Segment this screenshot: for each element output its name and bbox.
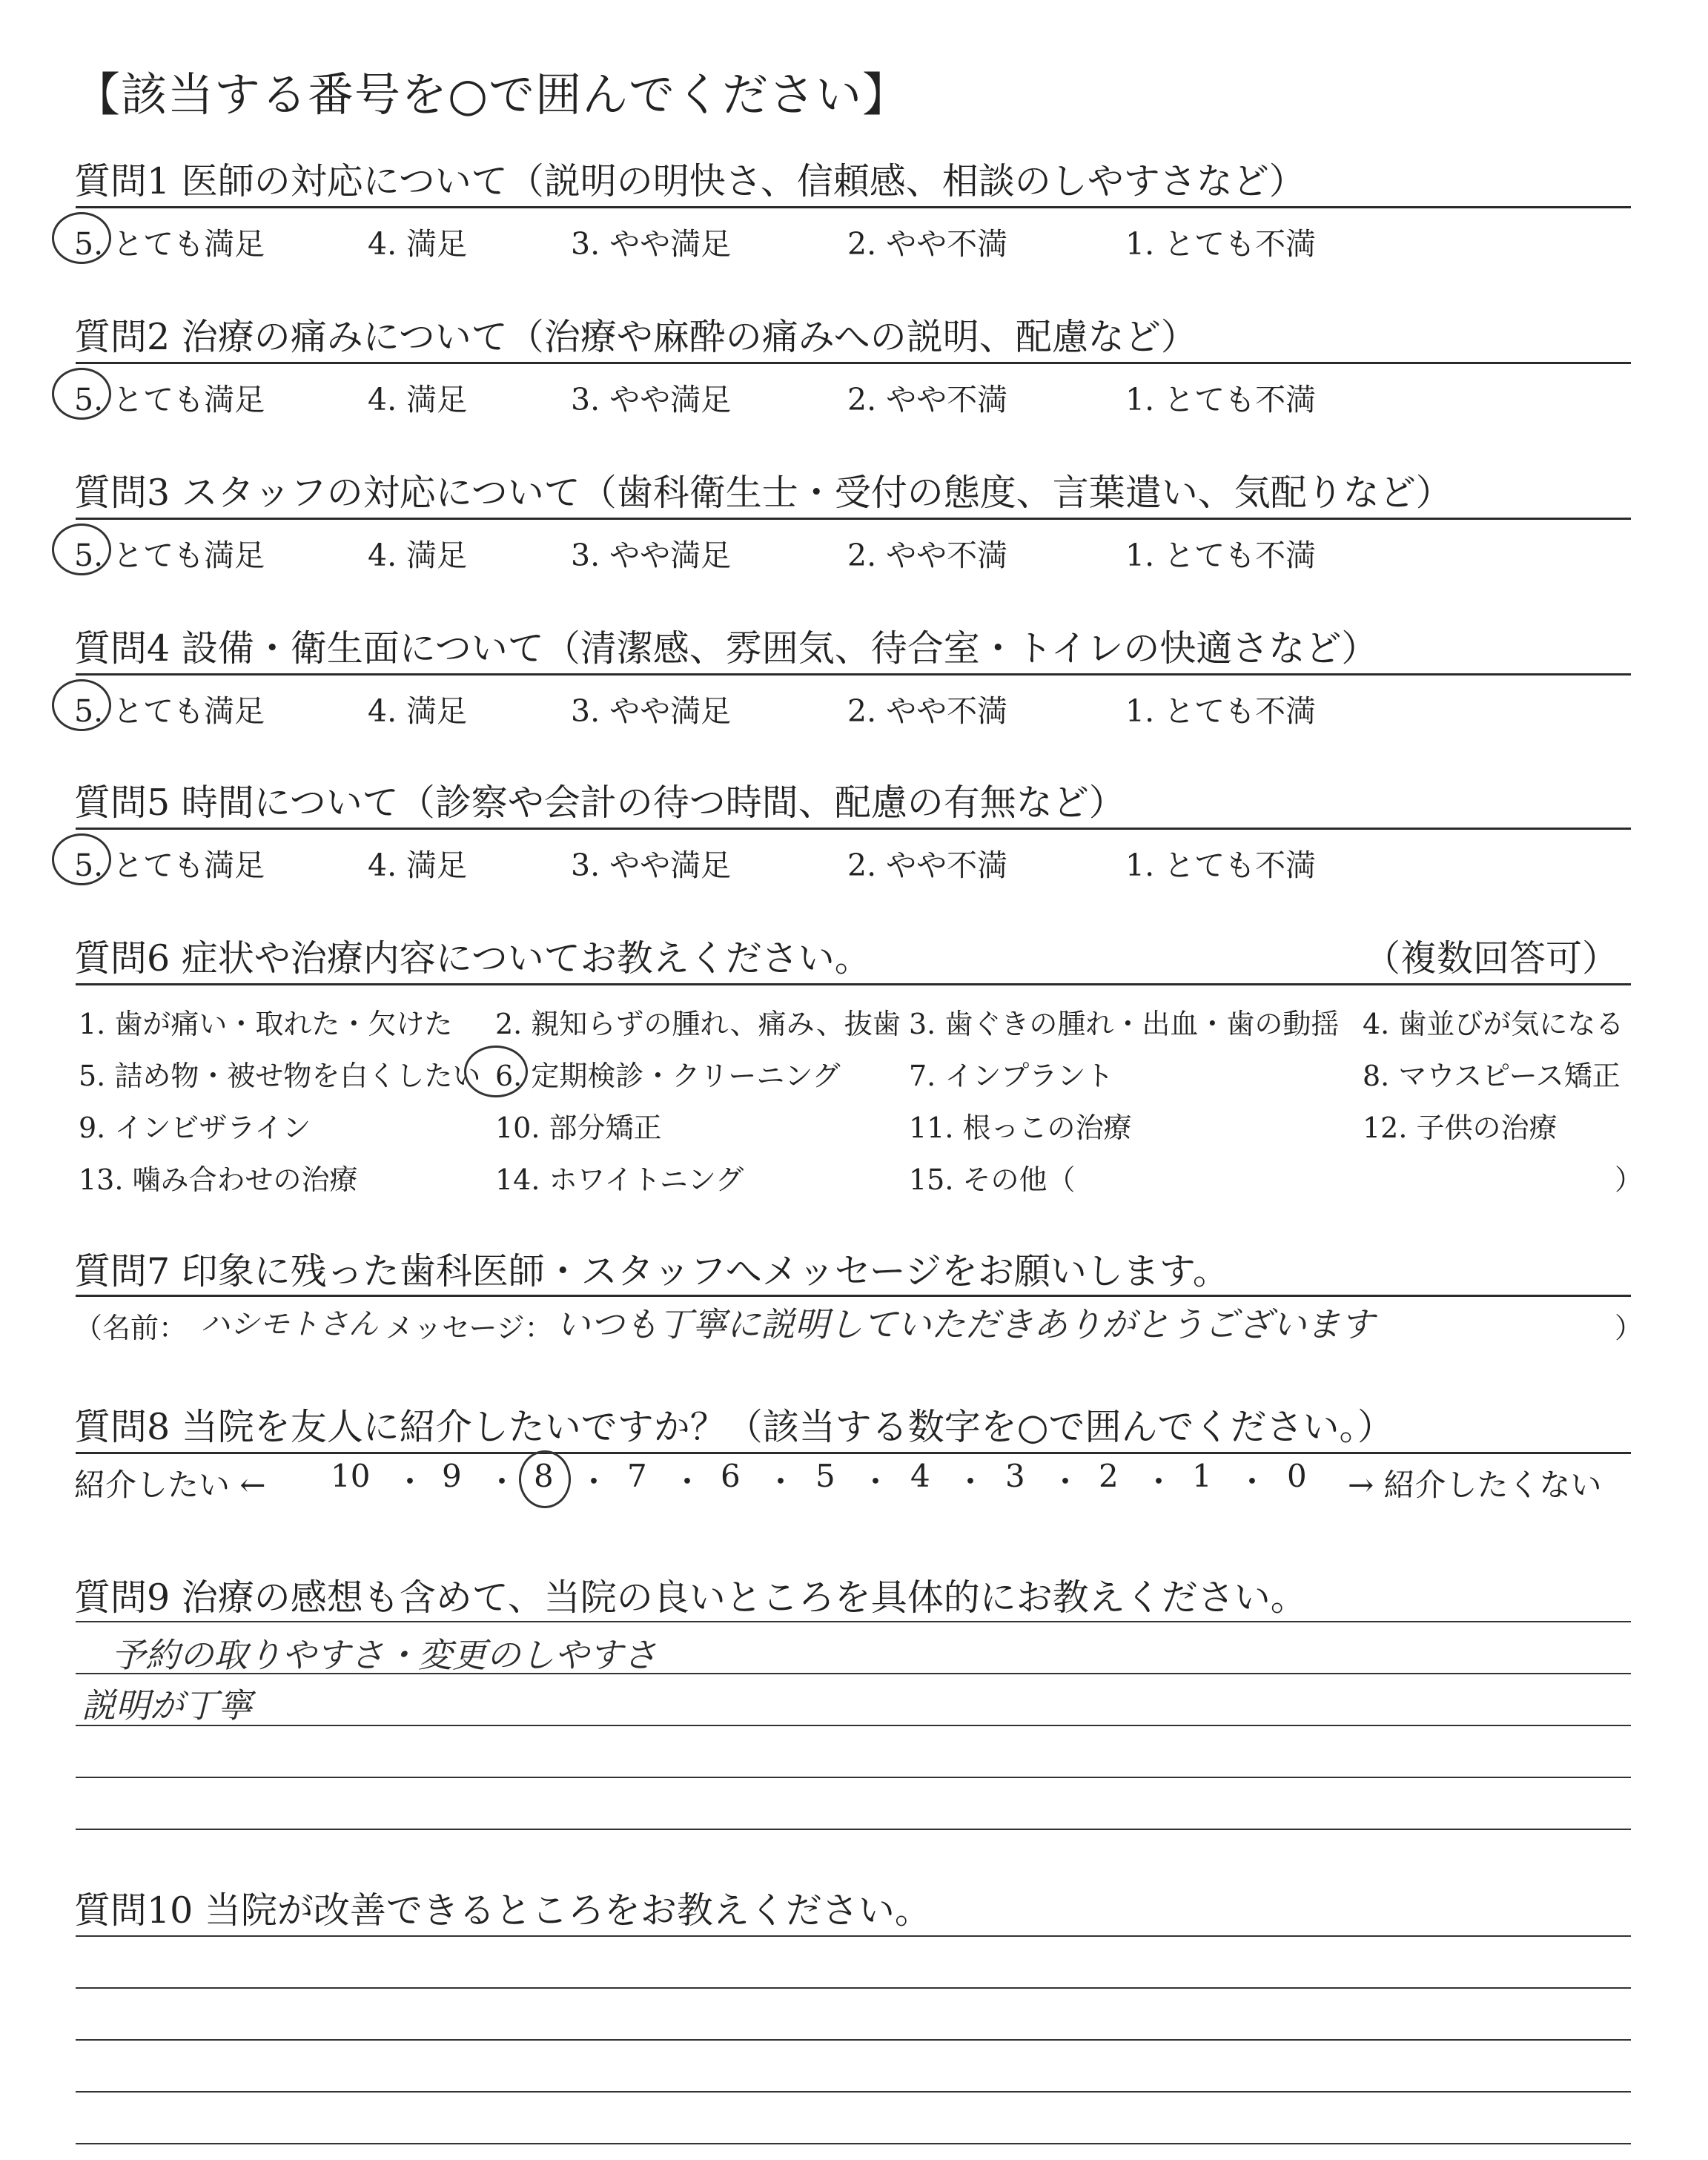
- answer-line: [76, 2091, 1631, 2093]
- divider: [76, 1295, 1631, 1297]
- message-close-paren: ）: [1615, 1312, 1644, 1344]
- scale-separator: ・: [486, 1464, 518, 1500]
- answer-line: [76, 1987, 1631, 1989]
- answer-line: [76, 1725, 1631, 1726]
- symptom-option-10[interactable]: 10. 部分矯正: [495, 1112, 662, 1144]
- handwritten-answer-2: 説明が丁寧: [82, 1685, 252, 1725]
- option-5[interactable]: 5. とても満足: [74, 848, 265, 883]
- multiple-answer-note: （複数回答可）: [1364, 937, 1619, 980]
- scale-separator: ・: [860, 1464, 892, 1500]
- question-1-title: 質問1 医師の対応について（説明の明快さ、信頼感、相談のしやすさなど）: [74, 160, 1305, 202]
- scale-2[interactable]: 2: [1099, 1458, 1119, 1494]
- name-handwritten: ハシモトさん: [200, 1307, 378, 1341]
- option-5[interactable]: 5. とても満足: [74, 693, 265, 729]
- page-title: 【該当する番号を○で囲んでください】: [74, 67, 910, 122]
- option-4[interactable]: 4. 満足: [368, 693, 468, 729]
- symptom-option-3[interactable]: 3. 歯ぐきの腫れ・出血・歯の動揺: [909, 1008, 1340, 1040]
- selection-circle: [52, 524, 111, 575]
- selection-circle: [52, 368, 111, 420]
- scale-separator: ・: [1050, 1464, 1082, 1500]
- divider: [76, 673, 1631, 676]
- option-2[interactable]: 2. やや不満: [847, 693, 1008, 729]
- divider: [76, 828, 1631, 830]
- option-5[interactable]: 5. とても満足: [74, 226, 265, 262]
- option-2[interactable]: 2. やや不満: [847, 382, 1008, 417]
- divider: [76, 518, 1631, 520]
- symptom-option-2[interactable]: 2. 親知らずの腫れ、痛み、抜歯: [495, 1008, 901, 1040]
- option-3[interactable]: 3. やや満足: [571, 538, 732, 573]
- scale-separator: ・: [1143, 1464, 1175, 1500]
- option-5[interactable]: 5. とても満足: [74, 382, 265, 417]
- symptom-option-7[interactable]: 7. インプラント: [909, 1060, 1114, 1092]
- symptom-option-13[interactable]: 13. 噛み合わせの治療: [79, 1163, 358, 1196]
- scale-separator: ・: [578, 1464, 610, 1500]
- scale-separator: ・: [1237, 1464, 1268, 1500]
- scale-1[interactable]: 1: [1192, 1458, 1212, 1494]
- symptom-option-5[interactable]: 5. 詰め物・被せ物を白くしたい: [79, 1060, 481, 1092]
- question-7-title: 質問7 印象に残った歯科医師・スタッフへメッセージをお願いします。: [74, 1250, 1229, 1292]
- recommend-left-label: 紹介したい ←: [74, 1467, 266, 1503]
- answer-line: [76, 1935, 1631, 1937]
- scale-9[interactable]: 9: [442, 1458, 462, 1494]
- scale-separator: ・: [672, 1464, 704, 1500]
- symptom-option-12[interactable]: 12. 子供の治療: [1363, 1112, 1558, 1144]
- answer-line: [76, 1777, 1631, 1778]
- scale-separator: ・: [394, 1464, 426, 1500]
- recommend-right-label: → 紹介したくない: [1348, 1467, 1602, 1503]
- option-2[interactable]: 2. やや不満: [847, 226, 1008, 262]
- question-5-title: 質問5 時間について（診察や会計の待つ時間、配慮の有無など）: [74, 782, 1125, 824]
- option-3[interactable]: 3. やや満足: [571, 226, 732, 262]
- name-label: （名前：: [74, 1312, 188, 1344]
- option-2[interactable]: 2. やや不満: [847, 538, 1008, 573]
- option-4[interactable]: 4. 満足: [368, 538, 468, 573]
- option-3[interactable]: 3. やや満足: [571, 693, 732, 729]
- scale-7[interactable]: 7: [627, 1458, 647, 1494]
- scale-4[interactable]: 4: [910, 1458, 930, 1494]
- option-4[interactable]: 4. 満足: [368, 848, 468, 883]
- message-label: メッセージ：: [385, 1312, 553, 1344]
- symptom-option-1[interactable]: 1. 歯が痛い・取れた・欠けた: [79, 1008, 453, 1040]
- scale-3[interactable]: 3: [1005, 1458, 1025, 1494]
- message-handwritten: いつも丁寧に説明していただきありがとうございます: [556, 1304, 1374, 1344]
- symptom-option-4[interactable]: 4. 歯並びが気になる: [1363, 1008, 1624, 1040]
- scale-10[interactable]: 10: [331, 1458, 371, 1494]
- answer-line: [76, 1621, 1631, 1622]
- question-4-title: 質問4 設備・衛生面について（清潔感、雰囲気、待合室・トイレの快適さなど）: [74, 627, 1378, 670]
- option-3[interactable]: 3. やや満足: [571, 848, 732, 883]
- other-close-paren: ）: [1615, 1163, 1644, 1196]
- scale-separator: ・: [765, 1464, 797, 1500]
- answer-line: [76, 2039, 1631, 2041]
- selection-circle: [464, 1046, 528, 1097]
- answer-line: [76, 1829, 1631, 1830]
- question-8-title: 質問8 当院を友人に紹介したいですか？（該当する数字を○で囲んでください。）: [74, 1406, 1394, 1448]
- divider: [76, 1452, 1631, 1454]
- symptom-option-15[interactable]: 15. その他（: [909, 1163, 1076, 1196]
- question-10-title: 質問10 当院が改善できるところをお教えください。: [74, 1889, 931, 1932]
- option-3[interactable]: 3. やや満足: [571, 382, 732, 417]
- option-5[interactable]: 5. とても満足: [74, 538, 265, 573]
- symptom-option-8[interactable]: 8. マウスピース矯正: [1363, 1060, 1621, 1092]
- question-2-title: 質問2 治療の痛みについて（治療や麻酔の痛みへの説明、配慮など）: [74, 316, 1197, 358]
- symptom-option-14[interactable]: 14. ホワイトニング: [495, 1163, 744, 1196]
- question-3-title: 質問3 スタッフの対応について（歯科衛生士・受付の態度、言葉遣い、気配りなど）: [74, 472, 1452, 514]
- question-9-title: 質問9 治療の感想も含めて、当院の良いところを具体的にお教えください。: [74, 1576, 1307, 1619]
- option-4[interactable]: 4. 満足: [368, 226, 468, 262]
- scale-8[interactable]: 8: [534, 1458, 554, 1494]
- divider: [76, 362, 1631, 364]
- scale-5[interactable]: 5: [815, 1458, 835, 1494]
- divider: [76, 206, 1631, 208]
- selection-circle: [519, 1450, 571, 1508]
- option-1[interactable]: 1. とても不満: [1125, 226, 1317, 262]
- option-2[interactable]: 2. やや不満: [847, 848, 1008, 883]
- scale-6[interactable]: 6: [721, 1458, 741, 1494]
- option-4[interactable]: 4. 満足: [368, 382, 468, 417]
- option-1[interactable]: 1. とても不満: [1125, 693, 1317, 729]
- scale-separator: ・: [955, 1464, 987, 1500]
- answer-line: [76, 2143, 1631, 2144]
- symptom-option-11[interactable]: 11. 根っこの治療: [909, 1112, 1132, 1144]
- selection-circle: [52, 212, 111, 264]
- selection-circle: [52, 679, 111, 731]
- option-1[interactable]: 1. とても不満: [1125, 538, 1317, 573]
- option-1[interactable]: 1. とても不満: [1125, 382, 1317, 417]
- handwritten-answer-1: 予約の取りやすさ・変更のしやすさ: [111, 1635, 657, 1675]
- symptom-option-9[interactable]: 9. インビザライン: [79, 1112, 311, 1144]
- question-6-title: 質問6 症状や治療内容についてお教えください。: [74, 937, 871, 980]
- option-1[interactable]: 1. とても不満: [1125, 848, 1317, 883]
- divider: [76, 983, 1631, 985]
- selection-circle: [52, 833, 111, 885]
- symptom-option-6[interactable]: 6. 定期検診・クリーニング: [495, 1060, 841, 1092]
- scale-0[interactable]: 0: [1287, 1458, 1307, 1494]
